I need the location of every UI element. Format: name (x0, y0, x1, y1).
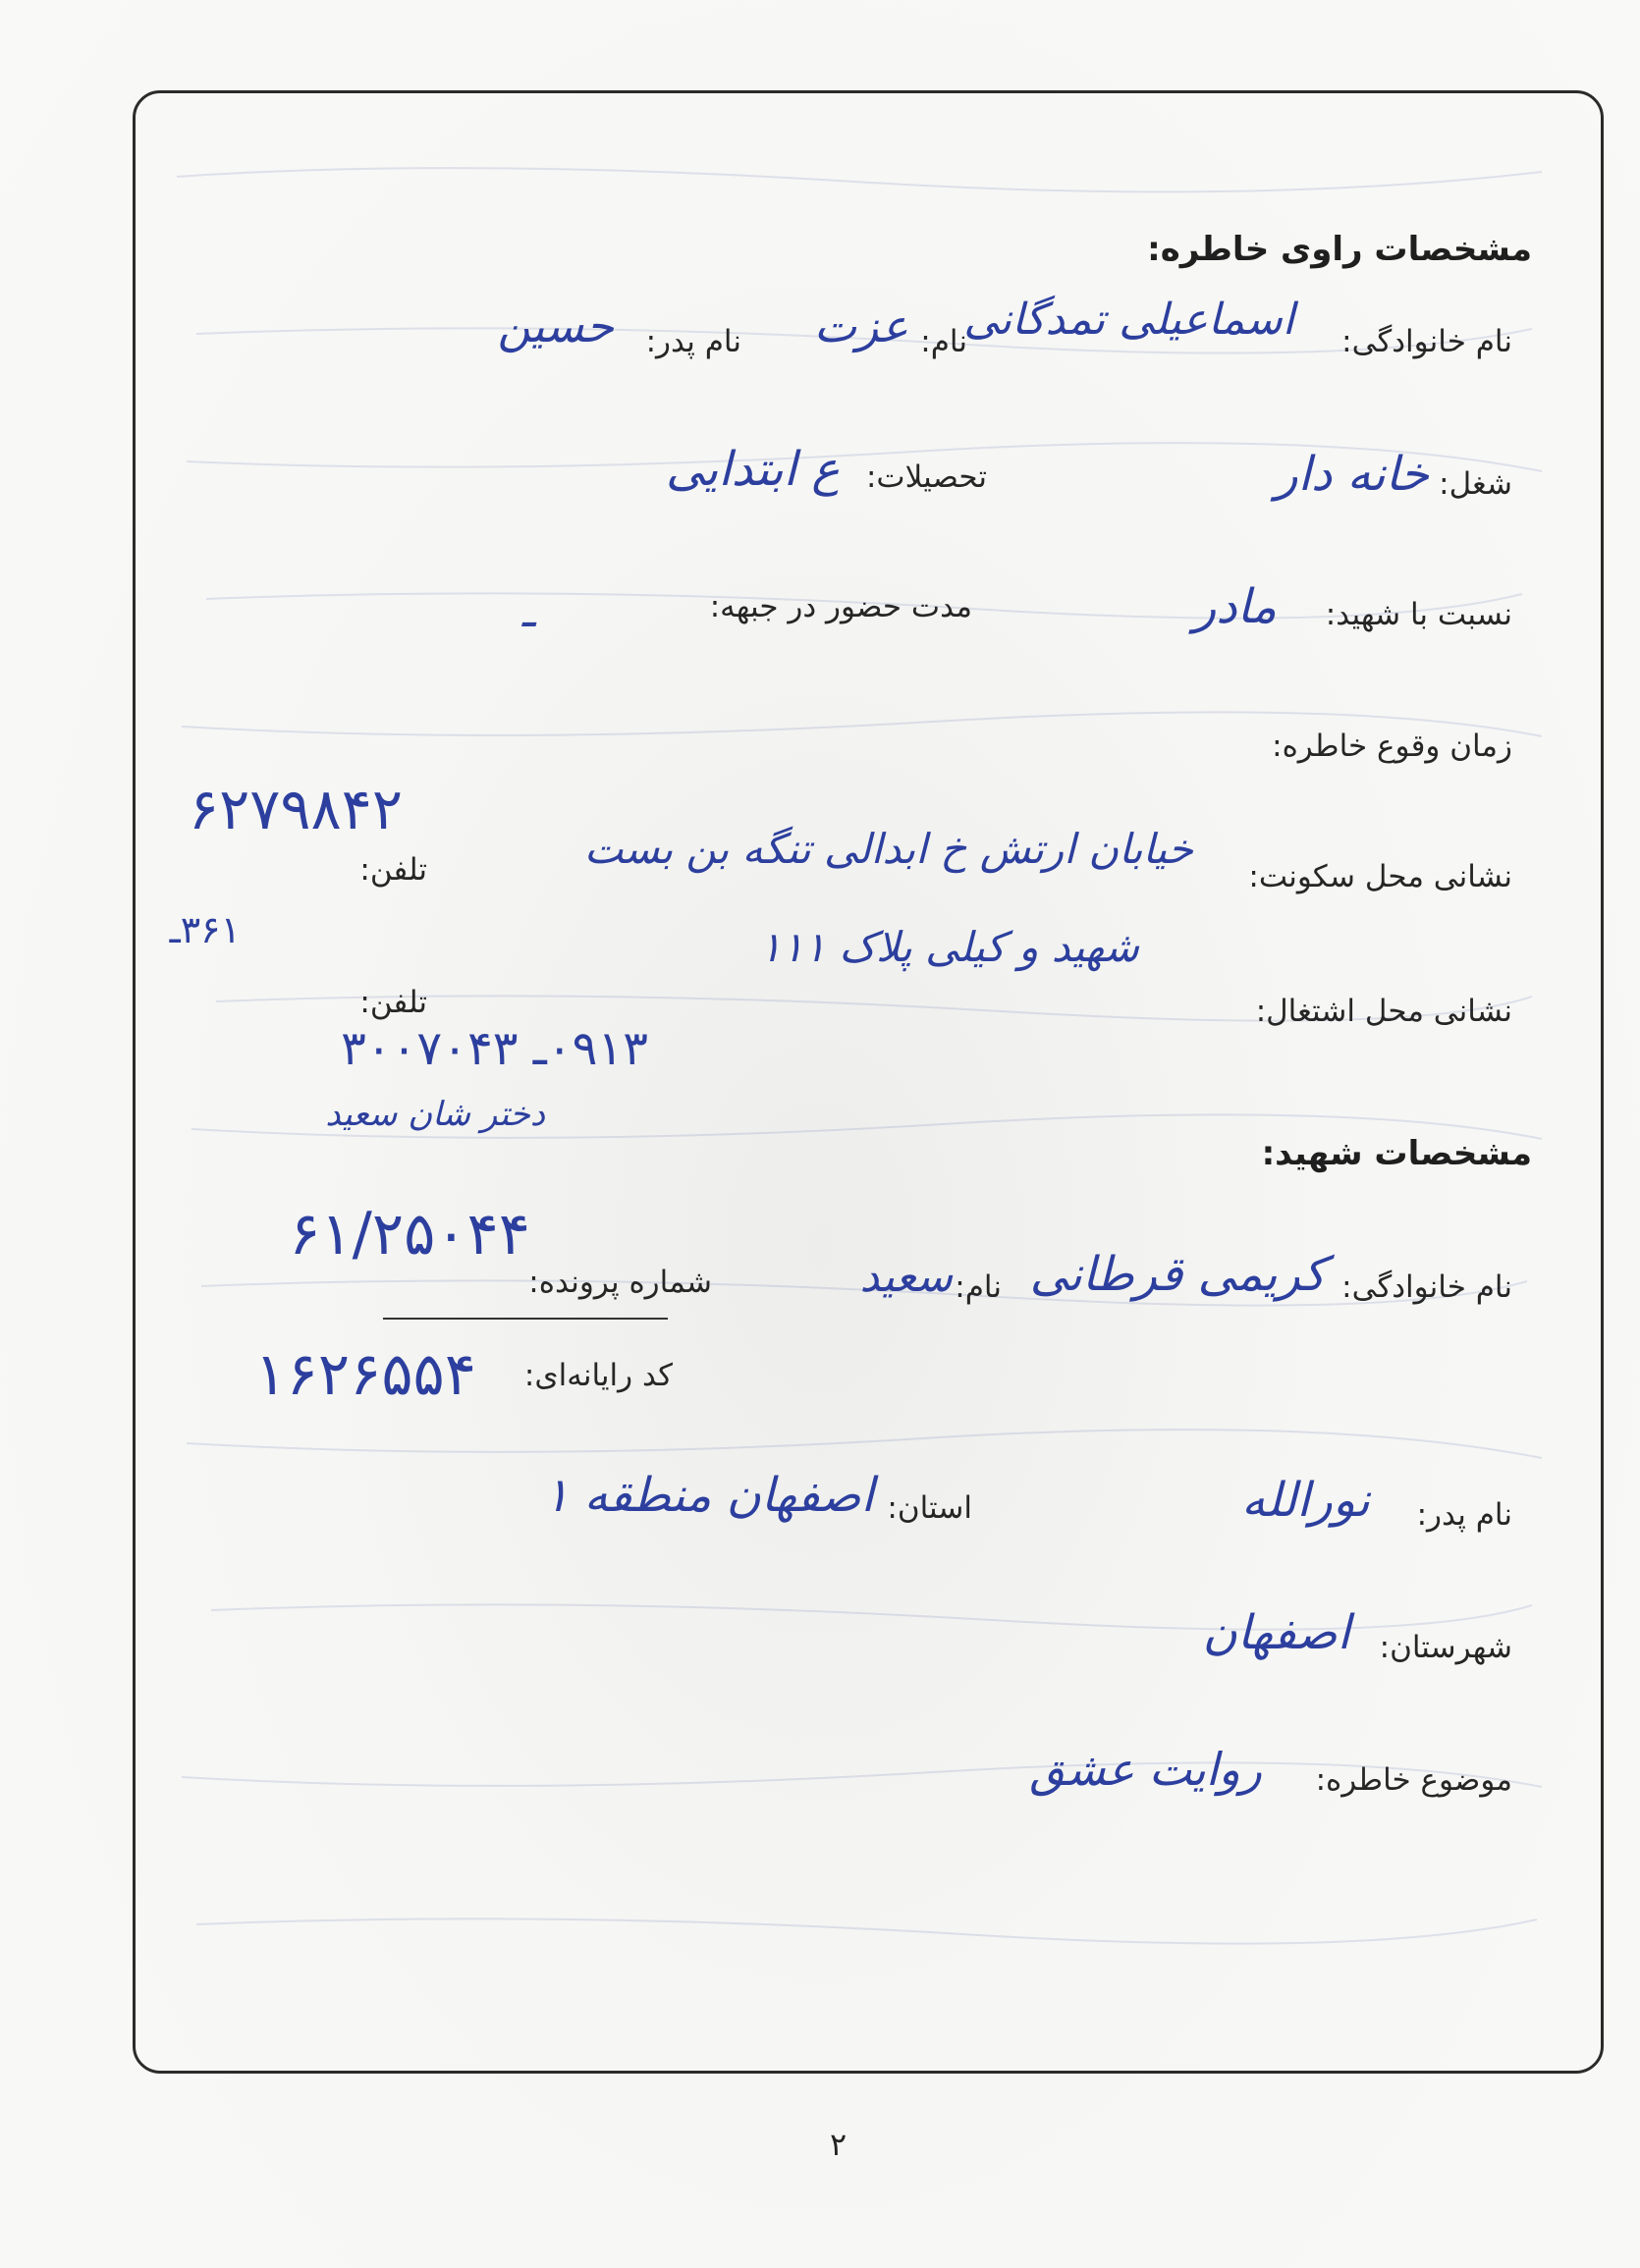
narrator-home-address-line1: خیابان ارتش خ ابدالی تنگه بن بست (583, 825, 1193, 873)
narrator-work-address-label: نشانی محل اشتغال: (1255, 994, 1512, 1029)
martyr-file-number-value: ۶۱/۲۵۰۴۴ (289, 1200, 530, 1269)
page-number: ۲ (830, 2126, 847, 2163)
narrator-work-phone-value: ۰۹۱۳ـ ۳۰۰۷۰۴۳ (341, 1021, 648, 1076)
narrator-relation-value: مادر (1193, 579, 1277, 634)
martyr-father-name-label: نام پدر: (1416, 1497, 1512, 1533)
martyr-city-value: اصفهان (1202, 1605, 1350, 1660)
martyr-computer-code-label: کد رایانه‌ای: (523, 1358, 673, 1393)
narrator-family-name-label: نام خانوادگی: (1341, 324, 1512, 359)
martyr-province-value: اصفهان منطقه ۱ (543, 1468, 874, 1523)
narrator-relation-label: نسبت با شهید: (1325, 597, 1512, 632)
martyr-file-number-label: شماره پرونده: (528, 1265, 712, 1300)
martyr-city-label: شهرستان: (1379, 1630, 1512, 1665)
narrator-memory-time-label: زمان وقوع خاطره: (1272, 729, 1512, 764)
martyr-family-name-value: کریمی قرطانی (1029, 1247, 1326, 1302)
martyr-name-value: سعید (859, 1252, 953, 1302)
martyr-family-name-label: نام خانوادگی: (1341, 1269, 1512, 1305)
narrator-front-duration-value: ـ (521, 584, 535, 637)
martyr-section-title: مشخصات شهید: (1261, 1134, 1532, 1173)
narrator-occupation-label: شغل: (1439, 466, 1512, 502)
narrator-family-name-value: اسماعیلی تمدگانی (963, 295, 1294, 345)
narrator-education-label: تحصیلات: (865, 459, 987, 495)
narrator-work-phone-note: دختر شان سعید (325, 1095, 545, 1134)
narrator-section-title: مشخصات راوی خاطره: (1147, 230, 1532, 269)
martyr-name-label: نام: (955, 1269, 1002, 1305)
narrator-front-duration-label: مدت حضور در جبهه: (709, 589, 972, 624)
narrator-education-value: ع ابتدایی (666, 442, 840, 497)
file-number-underline (383, 1318, 668, 1320)
martyr-memory-subject-value: روایت عشق (1029, 1743, 1262, 1796)
narrator-home-phone-label: تلفن: (359, 852, 427, 888)
narrator-name-value: عزت (813, 299, 908, 352)
narrator-father-name-value: حسین (497, 299, 614, 352)
narrator-father-name-label: نام پدر: (645, 324, 741, 359)
martyr-computer-code-value: ۱۶۲۶۵۵۴ (254, 1340, 476, 1409)
narrator-home-address-line2: شهید و کیلی پلاک ۱۱۱ (759, 923, 1139, 971)
narrator-occupation-value: خانه دار (1275, 447, 1429, 502)
narrator-home-address-label: نشانی محل سکونت: (1248, 859, 1512, 894)
martyr-province-label: استان: (887, 1490, 972, 1526)
narrator-home-phone-extra: ۳۶۱ـ (169, 908, 241, 951)
narrator-name-label: نام: (920, 324, 967, 359)
martyr-father-name-value: نورالله (1241, 1473, 1370, 1528)
narrator-work-phone-label: تلفن: (359, 985, 427, 1020)
martyr-memory-subject-label: موضوع خاطره: (1315, 1762, 1512, 1798)
narrator-home-phone-value: ۶۲۷۹۸۴۲ (188, 776, 403, 842)
